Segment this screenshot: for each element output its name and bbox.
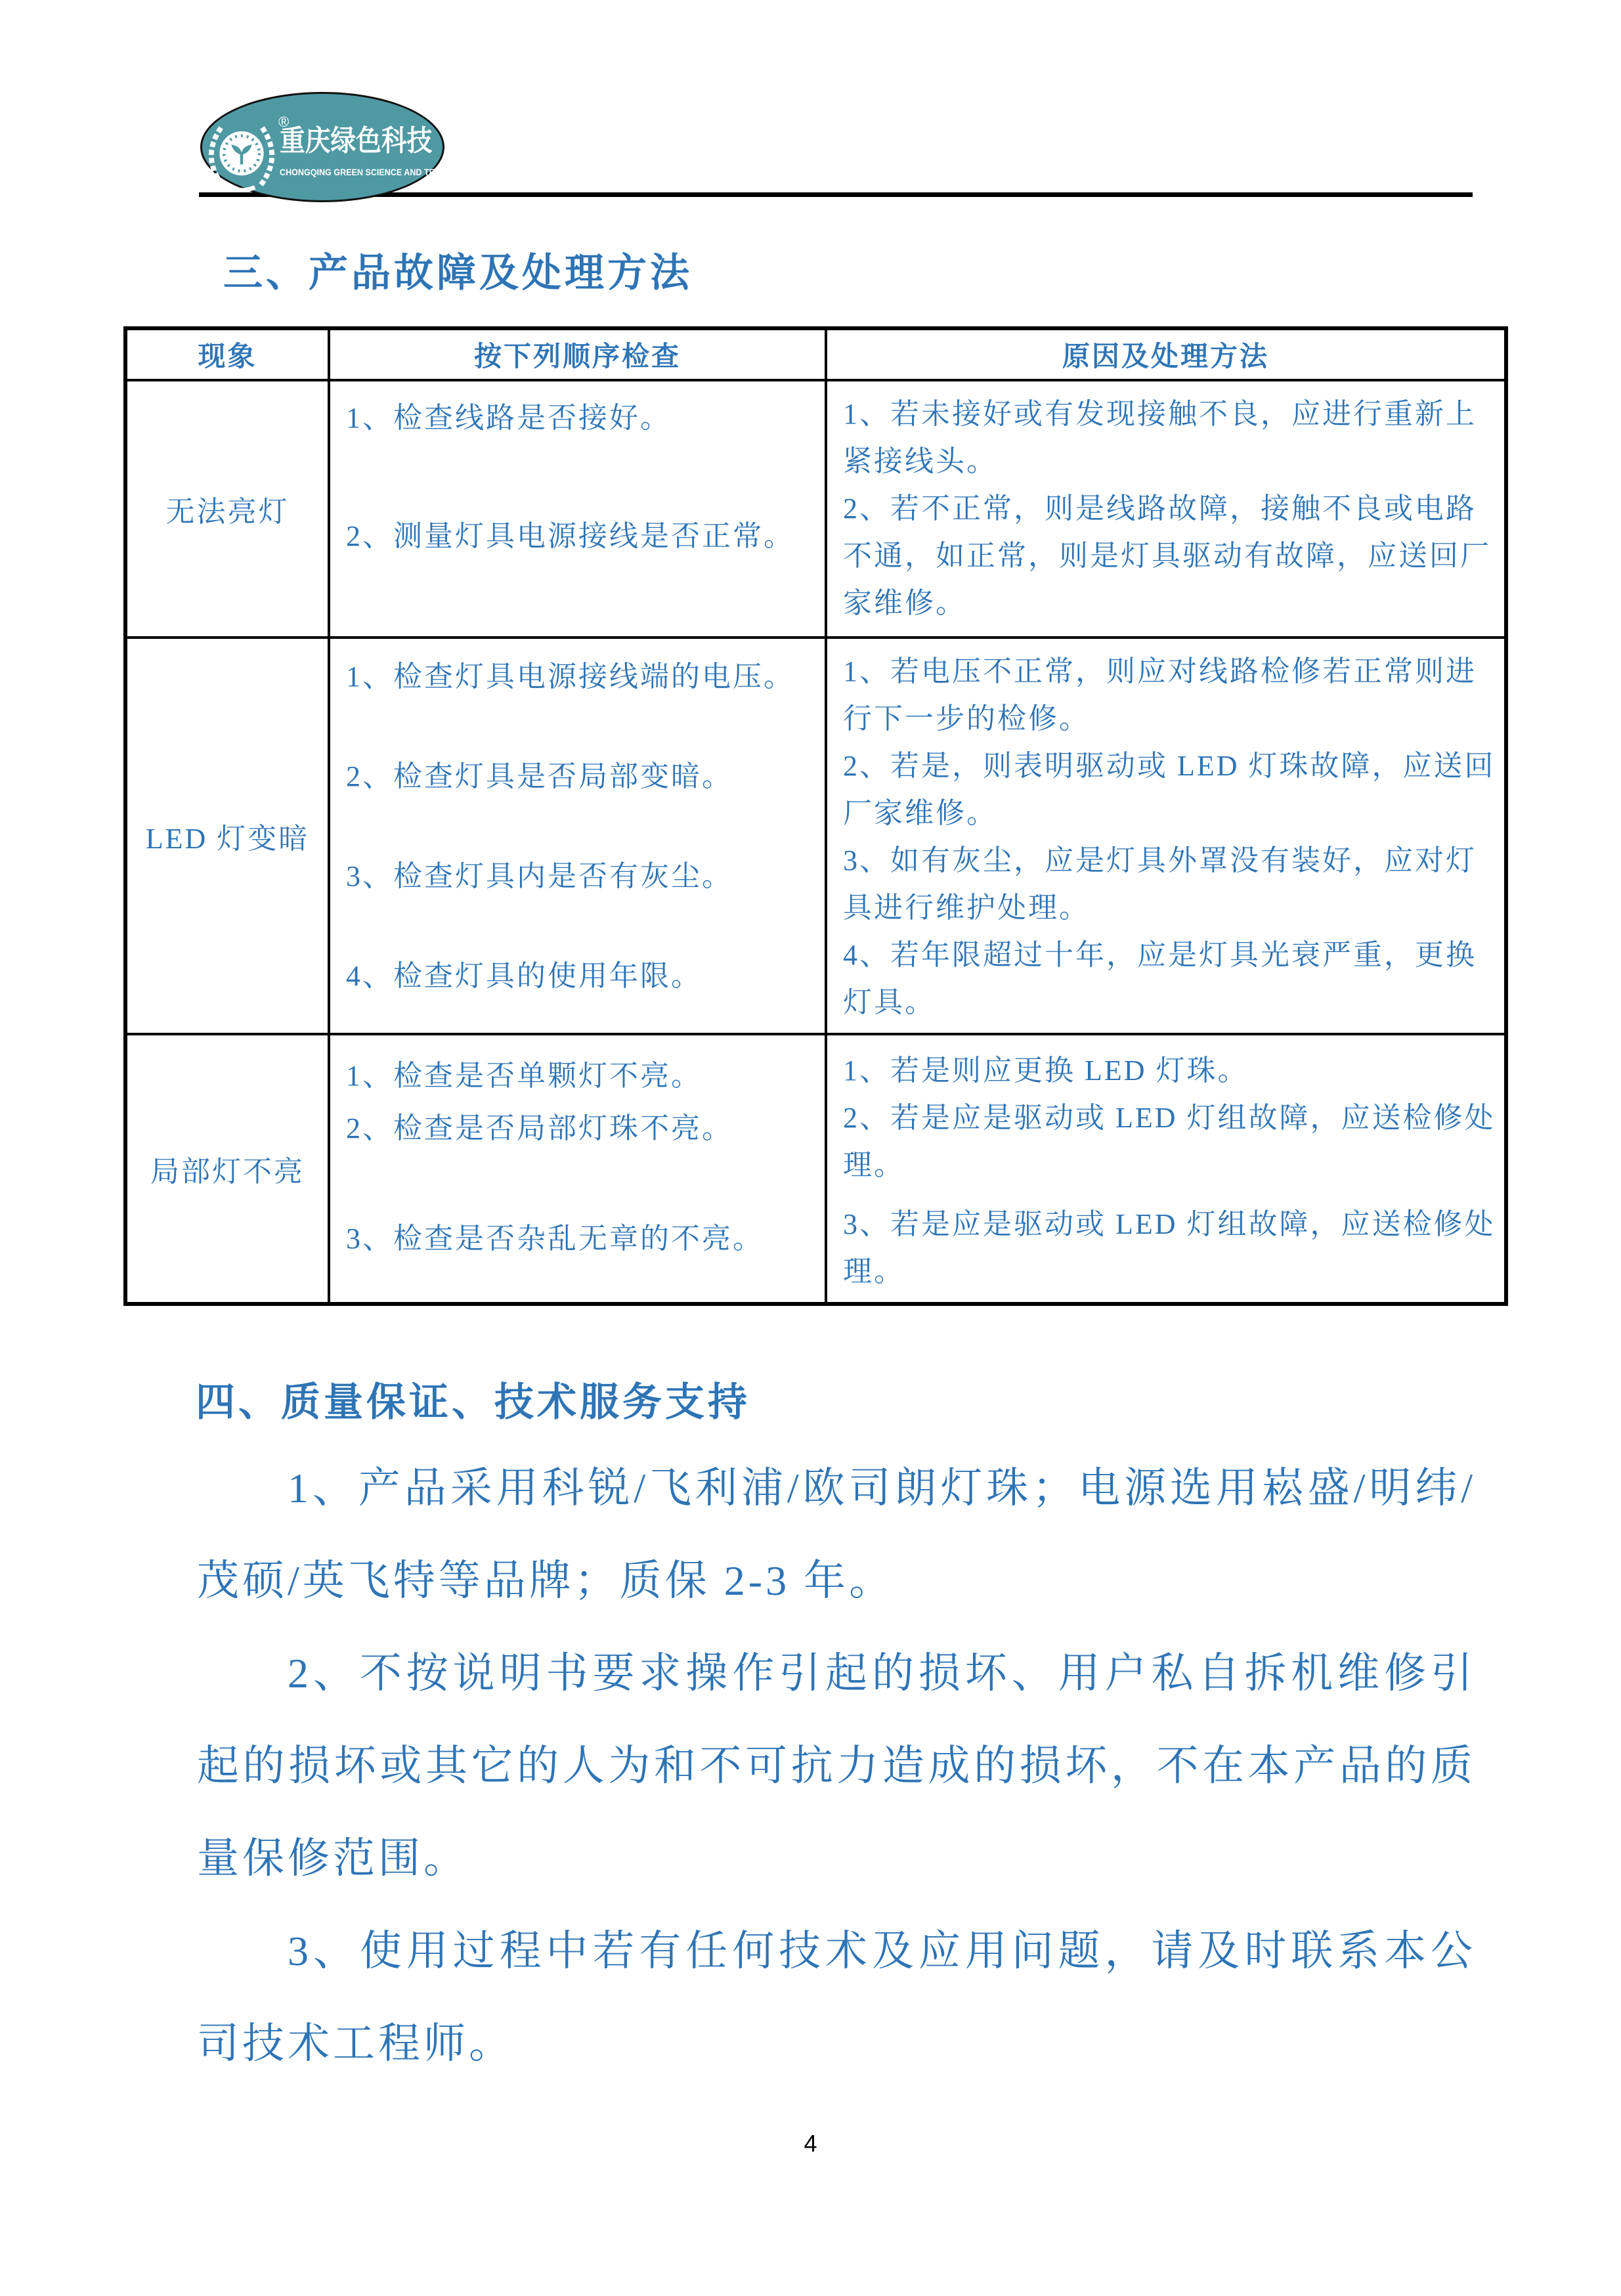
page-number: 4 [804, 2130, 817, 2157]
table-row-led-dimming [125, 638, 1506, 1034]
cause-item: 4、若年限超过十年，应是灯具光衰严重，更换灯具。 [843, 939, 1477, 1018]
cause-item: 2、若不正常，则是线路故障，接触不良或电路不通，如正常，则是灯具驱动有故障，应送回厂家维修。 [843, 492, 1491, 619]
phenomenon-cell: 无法亮灯 [125, 380, 329, 638]
header-check-order: 按下列顺序检查 [329, 328, 826, 380]
phenomenon-cell: 局部灯不亮 [125, 1034, 329, 1304]
paragraph-tech-support: 3、使用过程中若有任何技术及应用问题，请及时联系本公司技术工程师。 [197, 1928, 1476, 2067]
logo-chinese-name: 重庆绿色科技 [280, 125, 433, 157]
section3-title: 三、产品故障及处理方法 [223, 251, 693, 295]
check-item: 2、检查灯具是否局部变暗。 [346, 760, 733, 792]
cause-item: 2、若是应是驱动或 LED 灯组故障，应送检修处理。 [843, 1102, 1496, 1181]
company-logo [200, 92, 483, 202]
cause-item: 1、若是则应更换 LED 灯珠。 [843, 1054, 1249, 1087]
check-item: 1、检查灯具电源接线端的电压。 [346, 661, 794, 693]
header-cause-handling: 原因及处理方法 [826, 328, 1506, 380]
check-item: 1、检查是否单颗灯不亮。 [346, 1060, 702, 1092]
logo-english-name: CHONGQING GREEN SCIENCE AND TECHNOLOGY [280, 167, 483, 177]
registered-trademark-icon: ® [278, 114, 290, 130]
checks-cell [329, 380, 826, 638]
header-divider [199, 192, 1473, 197]
paragraph-warranty-brands: 1、产品采用科锐/飞利浦/欧司朗灯珠；电源选用崧盛/明纬/茂硕/英飞特等品牌；质保 2-3 年。 [197, 1465, 1476, 1604]
fault-table-header-row [125, 328, 1506, 380]
check-item: 2、测量灯具电源接线是否正常。 [346, 520, 794, 552]
check-item: 1、检查线路是否接好。 [346, 402, 671, 434]
cause-item: 2、若是，则表明驱动或 LED 灯珠故障，应送回厂家维修。 [843, 750, 1496, 829]
cause-item: 1、若电压不正常，则应对线路检修若正常则进行下一步的检修。 [843, 655, 1477, 735]
paragraph-warranty-exclusions: 2、不按说明书要求操作引起的损坏、用户私自拆机维修引起的损坏或其它的人为和不可抗力造成的损坏，不在本产品的质量保修范围。 [197, 1650, 1476, 1882]
table-row-partial-not-lighting [125, 1034, 1506, 1304]
check-item: 4、检查灯具的使用年限。 [346, 960, 702, 992]
section4-title: 四、质量保证、技术服务支持 [196, 1381, 750, 1424]
checks-cell [329, 1034, 826, 1304]
fault-table [123, 326, 1508, 1306]
cause-item: 3、若是应是驱动或 LED 灯组故障，应送检修处理。 [843, 1208, 1496, 1288]
cause-item: 1、若未接好或有发现接触不良，应进行重新上紧接线头。 [843, 398, 1477, 477]
check-item: 3、检查灯具内是否有灰尘。 [346, 860, 733, 892]
wreath-plant-emblem-icon [205, 119, 278, 192]
table-row-cannot-light [125, 380, 1506, 638]
causes-cell [826, 638, 1506, 1034]
check-item: 3、检查是否杂乱无章的不亮。 [346, 1223, 764, 1255]
cause-item: 3、如有灰尘，应是灯具外罩没有装好，应对灯具进行维护处理。 [843, 844, 1477, 924]
section4-body [197, 1442, 1476, 2090]
causes-cell [826, 380, 1506, 638]
phenomenon-cell: LED 灯变暗 [125, 638, 329, 1034]
header-phenomenon: 现象 [125, 328, 329, 380]
causes-cell [826, 1034, 1506, 1304]
checks-cell [329, 638, 826, 1034]
check-item: 2、检查是否局部灯珠不亮。 [346, 1112, 733, 1144]
